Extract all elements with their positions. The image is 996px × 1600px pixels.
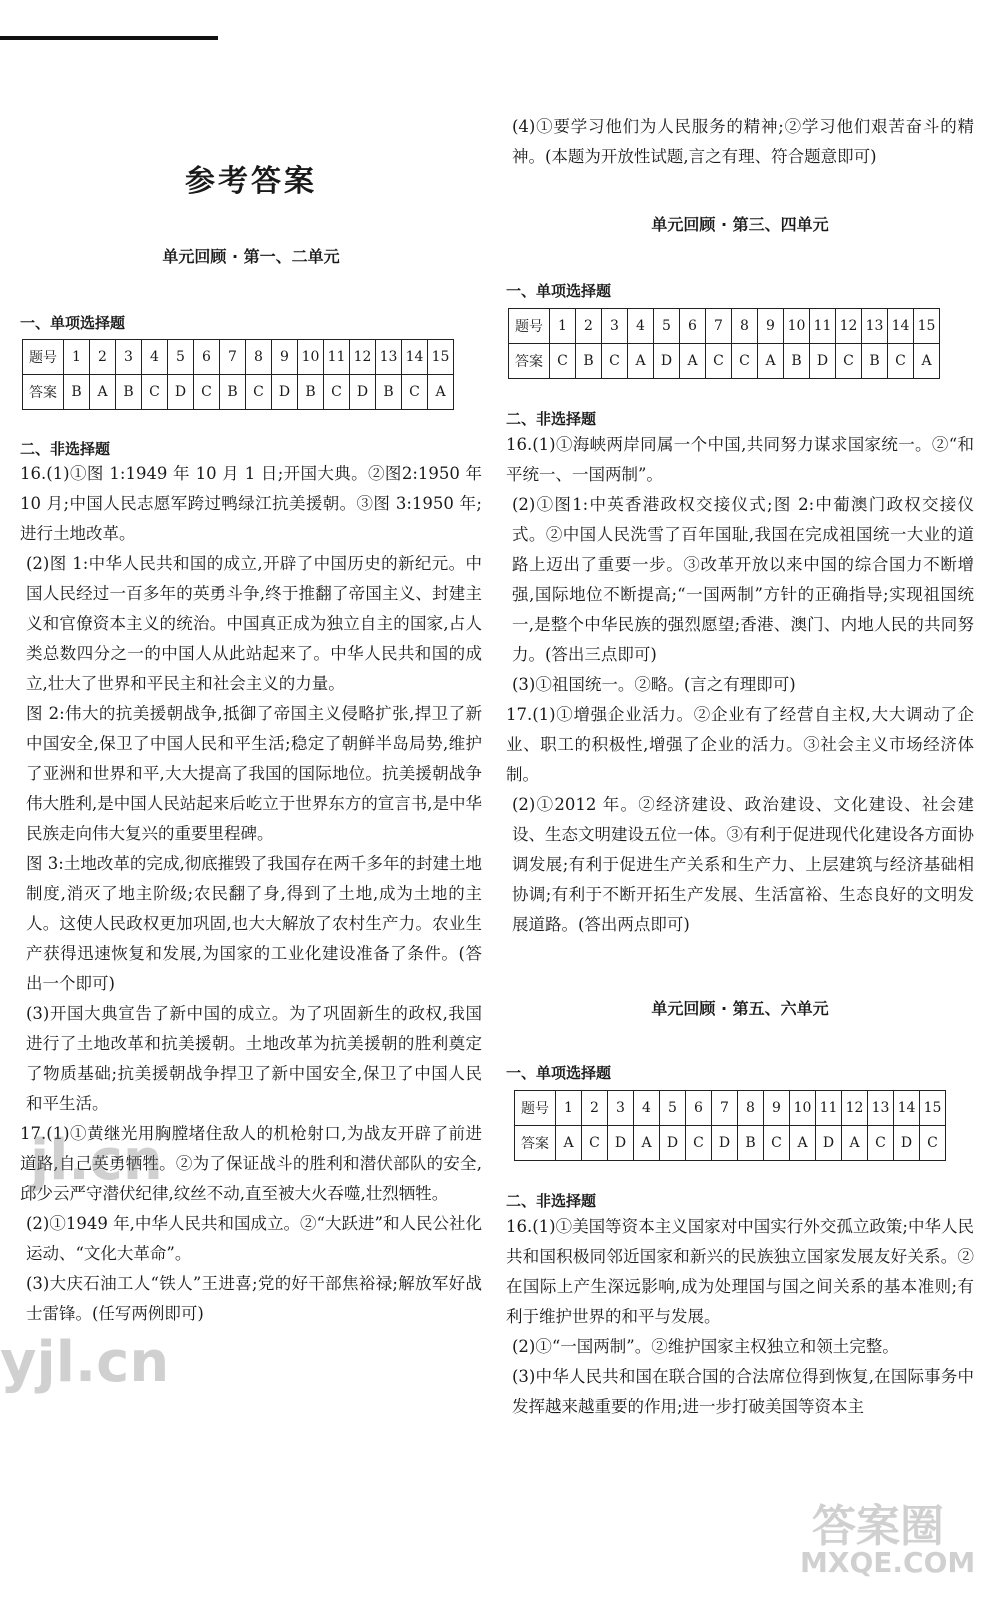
table-cell: 6 — [686, 1091, 712, 1126]
table-cell: B — [376, 375, 402, 410]
table-cell: 3 — [602, 309, 628, 344]
table-cell: A — [556, 1126, 582, 1161]
table-cell: D — [660, 1126, 686, 1161]
section-non-choice: 二、非选择题 — [20, 440, 111, 458]
table-cell: A — [634, 1126, 660, 1161]
section-non-choice: 二、非选择题 — [506, 1192, 597, 1210]
table-cell: 15 — [920, 1091, 946, 1126]
table-cell: C — [402, 375, 428, 410]
answer-paragraph: (2)①“一国两制”。②维护国家主权独立和领土完整。 — [512, 1337, 899, 1356]
table-cell: 8 — [732, 309, 758, 344]
table-cell: C — [706, 344, 732, 379]
table-cell: 3 — [116, 340, 142, 375]
answer-paragraph: (3)开国大典宣告了新中国的成立。为了巩固新生的政权,我国进行了土地改革和抗美援朝。土地改革为抗美援朝的胜利奠定了物质基础;抗美援朝战争捍卫了新中国安全,保卫了中国人民和平生活。 — [26, 1004, 482, 1113]
section-single-choice: 一、单项选择题 — [506, 282, 612, 300]
table-cell: 11 — [816, 1091, 842, 1126]
answer-text-right — [506, 430, 974, 940]
table-cell: 11 — [810, 309, 836, 344]
table-cell: C — [836, 344, 862, 379]
answer-paragraph: 图 3:土地改革的完成,彻底摧毁了我国存在两千多年的封建土地制度,消灭了地主阶级;农民翻了身,得到了土地,成为土地的主人。这使人民政权更加巩固,也大大解放了农村生产力。农业生产获得迅速恢复和发展,为国家的工业化建设准备了条件。(答出一个即可) — [26, 854, 482, 993]
table-cell: A — [428, 375, 454, 410]
answer-paragraph: 16.(1)①图 1:1949 年 10 月 1 日;开国大典。②图2:1950 年 10 月;中国人民志愿军跨过鸭绿江抗美援朝。③图 3:1950 年;进行土地改革。 — [20, 464, 482, 543]
table-cell: A — [90, 375, 116, 410]
table-cell: 1 — [64, 340, 90, 375]
section-non-choice: 二、非选择题 — [506, 410, 597, 428]
answer-table-5-6 — [514, 1090, 946, 1161]
answer-text-left — [20, 459, 482, 1329]
table-cell: 5 — [660, 1091, 686, 1126]
table-cell: 9 — [764, 1091, 790, 1126]
table-header-answer: 答案 — [23, 375, 64, 410]
answer-text-right-intro — [506, 112, 974, 172]
table-header-number: 题号 — [515, 1091, 556, 1126]
table-cell: 4 — [142, 340, 168, 375]
table-cell: A — [680, 344, 706, 379]
table-cell: D — [810, 344, 836, 379]
unit-title-1-2: 单元回顾 · 第一、二单元 — [162, 247, 340, 266]
table-row-numbers — [509, 309, 940, 344]
table-cell: A — [842, 1126, 868, 1161]
table-cell: A — [914, 344, 940, 379]
table-cell: 15 — [428, 340, 454, 375]
table-cell: 9 — [272, 340, 298, 375]
table-cell: 10 — [298, 340, 324, 375]
table-row-answers — [23, 375, 454, 410]
table-cell: B — [576, 344, 602, 379]
table-cell: 6 — [194, 340, 220, 375]
table-cell: 7 — [712, 1091, 738, 1126]
table-cell: B — [738, 1126, 764, 1161]
answer-paragraph: (2)①1949 年,中华人民共和国成立。②“大跃进”和人民公社化运动、“文化大革命”。 — [26, 1214, 482, 1263]
table-cell: D — [816, 1126, 842, 1161]
table-cell: A — [758, 344, 784, 379]
table-cell: A — [628, 344, 654, 379]
answer-paragraph: 17.(1)①黄继光用胸膛堵住敌人的机枪射口,为战友开辟了前进道路,自己英勇牺牲。②为了保证战斗的胜利和潜伏部队的安全,邱少云严守潜伏纪律,纹丝不动,直至被大火吞噬,壮烈牺牲。 — [20, 1124, 482, 1203]
watermark-logo: 答案圈 — [812, 1501, 944, 1552]
table-row-numbers — [23, 340, 454, 375]
table-cell: 2 — [576, 309, 602, 344]
table-cell: B — [116, 375, 142, 410]
answer-paragraph: 16.(1)①海峡两岸同属一个中国,共同努力谋求国家统一。②“和平统一、一国两制”。 — [506, 435, 974, 484]
answer-paragraph: (2)①图1:中英香港政权交接仪式;图 2:中葡澳门政权交接仪式。②中国人民洗雪了百年国耻,我国在完成祖国统一大业的道路上迈出了重要一步。③改革开放以来中国的综合国力不断增强,国际地位不断提高;“一国两制”方针的正确指导;实现祖国统一,是整个中华民族的强烈愿望;香港、澳门、内地人民的共同努力。(答出三点即可) — [512, 495, 974, 664]
table-cell: B — [784, 344, 810, 379]
table-cell: D — [654, 344, 680, 379]
header-rule — [0, 36, 218, 40]
table-cell: C — [764, 1126, 790, 1161]
watermark-text: yjl.cn — [0, 1330, 170, 1395]
answer-paragraph: (3)大庆石油工人“铁人”王进喜;党的好干部焦裕禄;解放军好战士雷锋。(任写两例即可) — [26, 1274, 482, 1323]
unit-title-5-6: 单元回顾 · 第五、六单元 — [651, 999, 829, 1018]
table-cell: 7 — [706, 309, 732, 344]
table-row-numbers — [515, 1091, 946, 1126]
table-cell: 13 — [868, 1091, 894, 1126]
table-cell: C — [582, 1126, 608, 1161]
table-cell: 6 — [680, 309, 706, 344]
table-cell: C — [194, 375, 220, 410]
table-cell: C — [686, 1126, 712, 1161]
table-cell: 2 — [582, 1091, 608, 1126]
table-cell: D — [712, 1126, 738, 1161]
table-cell: 3 — [608, 1091, 634, 1126]
table-cell: C — [550, 344, 576, 379]
table-cell: 5 — [654, 309, 680, 344]
table-cell: 10 — [784, 309, 810, 344]
table-header-answer: 答案 — [515, 1126, 556, 1161]
table-cell: 13 — [862, 309, 888, 344]
table-cell: 12 — [836, 309, 862, 344]
table-cell: C — [324, 375, 350, 410]
table-cell: A — [790, 1126, 816, 1161]
table-cell: D — [168, 375, 194, 410]
answer-table-1-2 — [22, 339, 454, 410]
answer-paragraph: (2)①2012 年。②经济建设、政治建设、文化建设、社会建设、生态文明建设五位一体。③有利于促进现代化建设各方面协调发展;有利于促进生产关系和生产力、上层建筑与经济基础相协调;有利于不断开拓生产发展、生活富裕、生态良好的文明发展道路。(答出两点即可) — [512, 795, 974, 934]
table-cell: 10 — [790, 1091, 816, 1126]
answer-paragraph: 图 2:伟大的抗美援朝战争,抵御了帝国主义侵略扩张,捍卫了新中国安全,保卫了中国人民和平生活;稳定了朝鲜半岛局势,维护了亚洲和世界和平,大大提高了我国的国际地位。抗美援朝战争伟大胜利,是中国人民站起来后屹立于世界东方的宣言书,是中华民族走向伟大复兴的重要里程碑。 — [26, 704, 482, 843]
table-cell: C — [868, 1126, 894, 1161]
table-cell: C — [142, 375, 168, 410]
table-cell: D — [350, 375, 376, 410]
page-title: 参考答案 — [185, 164, 317, 199]
table-cell: C — [920, 1126, 946, 1161]
answer-paragraph: 16.(1)①美国等资本主义国家对中国实行外交孤立政策;中华人民共和国积极同邻近国家和新兴的民族独立国家发展友好关系。②在国际上产生深远影响,成为处理国与国之间关系的基本准则;有利于维护世界的和平与发展。 — [506, 1217, 974, 1326]
table-cell: 12 — [842, 1091, 868, 1126]
answer-paragraph: (3)中华人民共和国在联合国的合法席位得到恢复,在国际事务中发挥越来越重要的作用;进一步打破美国等资本主 — [512, 1367, 974, 1416]
table-cell: C — [888, 344, 914, 379]
table-cell: 4 — [634, 1091, 660, 1126]
table-cell: 9 — [758, 309, 784, 344]
table-cell: 8 — [246, 340, 272, 375]
watermark-url: MXQE.COM — [800, 1546, 976, 1579]
table-cell: 14 — [888, 309, 914, 344]
table-cell: 1 — [556, 1091, 582, 1126]
section-single-choice: 一、单项选择题 — [20, 314, 126, 332]
answer-paragraph: 17.(1)①增强企业活力。②企业有了经营自主权,大大调动了企业、职工的积极性,增强了企业的活力。③社会主义市场经济体制。 — [506, 705, 974, 784]
table-cell: 1 — [550, 309, 576, 344]
table-cell: C — [732, 344, 758, 379]
table-cell: 14 — [894, 1091, 920, 1126]
table-cell: 7 — [220, 340, 246, 375]
table-cell: 15 — [914, 309, 940, 344]
table-cell: D — [608, 1126, 634, 1161]
answer-text-right-bottom — [506, 1212, 974, 1422]
answer-paragraph: (4)①要学习他们为人民服务的精神;②学习他们艰苦奋斗的精神。(本题为开放性试题,言之有理、符合题意即可) — [512, 117, 974, 166]
watermark-text: jl.cn — [30, 1128, 163, 1193]
table-cell: B — [220, 375, 246, 410]
table-row-answers — [509, 344, 940, 379]
unit-title-3-4: 单元回顾 · 第三、四单元 — [651, 215, 829, 234]
table-cell: 14 — [402, 340, 428, 375]
table-cell: B — [862, 344, 888, 379]
answer-table-3-4 — [508, 308, 940, 379]
table-cell: B — [298, 375, 324, 410]
table-cell: 12 — [350, 340, 376, 375]
table-cell: C — [602, 344, 628, 379]
section-single-choice: 一、单项选择题 — [506, 1064, 612, 1082]
table-cell: 13 — [376, 340, 402, 375]
table-cell: 5 — [168, 340, 194, 375]
answer-paragraph: (3)①祖国统一。②略。(言之有理即可) — [512, 675, 796, 694]
table-cell: 4 — [628, 309, 654, 344]
table-header-answer: 答案 — [509, 344, 550, 379]
table-cell: D — [272, 375, 298, 410]
table-cell: 8 — [738, 1091, 764, 1126]
answer-paragraph: (2)图 1:中华人民共和国的成立,开辟了中国历史的新纪元。中国人民经过一百多年的英勇斗争,终于推翻了帝国主义、封建主义和官僚资本主义的统治。中国真正成为独立自主的国家,占人类总数四分之一的中国人从此站起来了。中华人民共和国的成立,壮大了世界和平民主和社会主义的力量。 — [26, 554, 482, 693]
table-cell: C — [246, 375, 272, 410]
table-header-number: 题号 — [23, 340, 64, 375]
table-cell: 11 — [324, 340, 350, 375]
table-row-answers — [515, 1126, 946, 1161]
table-cell: B — [64, 375, 90, 410]
table-header-number: 题号 — [509, 309, 550, 344]
table-cell: D — [894, 1126, 920, 1161]
table-cell: 2 — [90, 340, 116, 375]
